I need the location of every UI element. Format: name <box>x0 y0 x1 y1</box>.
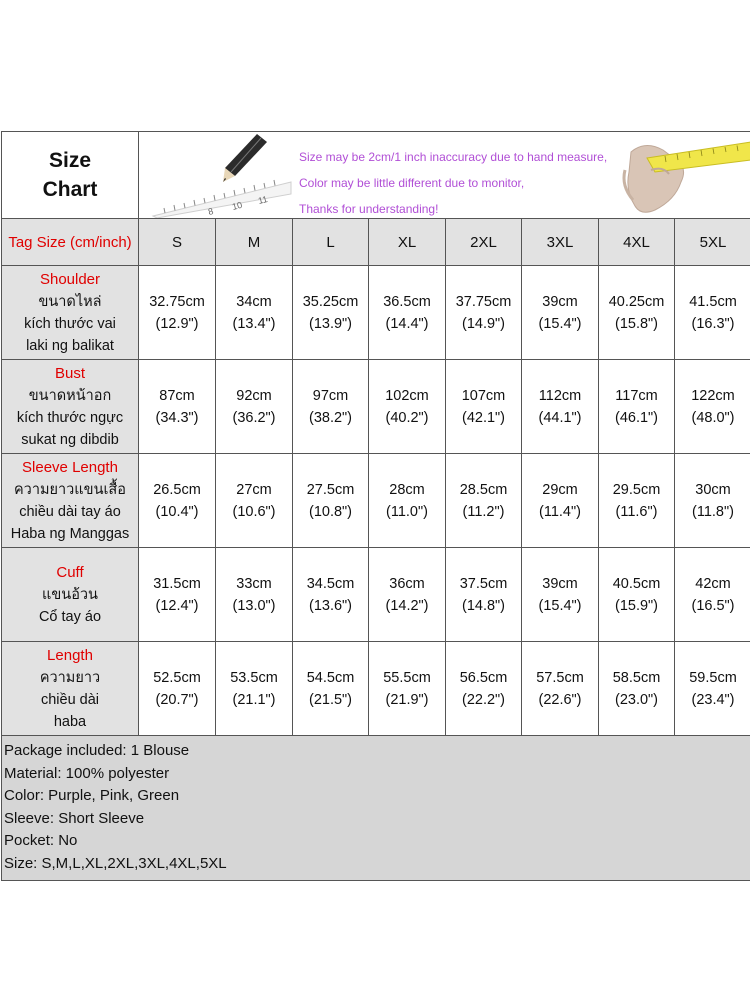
inch-value: (34.3") <box>155 409 199 426</box>
cuff-label-en: Cuff <box>56 563 84 581</box>
cuff-value-2xl <box>446 548 522 642</box>
bust-value-xl <box>369 360 446 454</box>
product-details-list <box>2 736 750 880</box>
cuff-value-3xl <box>522 548 599 642</box>
cm-value: 39cm <box>542 575 578 592</box>
sleeve-length-value-2xl <box>446 454 522 548</box>
shoulder-value-2xl <box>446 266 522 360</box>
shoulder-value-5xl <box>675 266 750 360</box>
length-value-3xl <box>522 642 599 736</box>
sleeve-length-value-3xl <box>522 454 599 548</box>
note-thanks: Thanks for understanding! <box>299 202 439 216</box>
bust-value-3xl <box>522 360 599 454</box>
detail-line: Package included: 1 Blouse <box>4 742 190 759</box>
bust-value-4xl <box>599 360 675 454</box>
bust-value-5xl <box>675 360 750 454</box>
details-row <box>2 736 750 881</box>
shoulder-label-local: laki ng balikat <box>26 337 114 354</box>
size-header-row <box>2 219 750 266</box>
cm-value: 87cm <box>159 387 195 404</box>
sleeve-length-value-m <box>216 454 293 548</box>
inch-value: (10.4") <box>155 503 199 520</box>
shoulder-value-4xl <box>599 266 675 360</box>
inch-value: (21.9") <box>385 691 429 708</box>
cm-value: 57.5cm <box>536 669 584 686</box>
cuff-value-5xl <box>675 548 750 642</box>
shoulder-value-3xl <box>522 266 599 360</box>
cm-value: 28.5cm <box>459 481 508 498</box>
sleeve-length-value-xl <box>369 454 446 548</box>
detail-line: Pocket: No <box>4 832 78 850</box>
cuff-value-l <box>293 548 369 642</box>
cm-value: 37.75cm <box>455 293 512 310</box>
length-label-en: Length <box>47 646 93 664</box>
detail-line: Color: Purple, Pink, Green <box>4 787 180 805</box>
inch-value: (46.1") <box>614 409 659 426</box>
shoulder-label-cell <box>2 266 139 360</box>
detail-line: Material: 100% polyester <box>4 764 170 782</box>
shoulder-value-s <box>139 266 216 360</box>
inch-value: (42.1") <box>461 409 506 426</box>
inch-value: (40.2") <box>385 409 429 426</box>
inch-value: (11.4") <box>539 503 581 520</box>
inch-value: (10.6") <box>232 503 276 520</box>
cuff-value-s <box>139 548 216 642</box>
inch-value: (21.1") <box>232 691 276 708</box>
sleeve-length-label-local: chiều dài tay áo <box>19 503 121 520</box>
cm-value: 59.5cm <box>689 669 737 686</box>
detail-line: Size: S,M,L,XL,2XL,3XL,4XL,5XL <box>4 854 227 872</box>
cm-value: 58.5cm <box>612 669 661 686</box>
cm-value: 55.5cm <box>383 669 431 686</box>
cm-value: 35.25cm <box>302 293 359 310</box>
ruler-number-11: 11 <box>257 193 269 206</box>
inch-value: (14.9") <box>461 315 506 332</box>
cm-value: 117cm <box>615 387 658 404</box>
cm-value: 97cm <box>312 387 349 404</box>
title-line-2: Chart <box>42 178 98 201</box>
bust-value-2xl <box>446 360 522 454</box>
ruler-number-8: 8 <box>207 206 215 217</box>
cm-value: 92cm <box>236 387 272 404</box>
bust-label-en: Bust <box>54 364 85 382</box>
row-shoulder <box>2 266 750 360</box>
cm-value: 122cm <box>691 387 735 404</box>
inch-value: (14.4") <box>385 315 429 332</box>
sleeve-length-label-cell <box>2 454 139 548</box>
sleeve-length-label-en: Sleeve Length <box>22 458 118 476</box>
size-header-5xl: 5XL <box>675 219 750 266</box>
note-hand-measure: Size may be 2cm/1 inch inaccuracy due to hand measure, <box>299 150 608 164</box>
inch-value: (13.0") <box>232 597 276 614</box>
length-label-local: haba <box>53 713 87 730</box>
ruler-number-10: 10 <box>231 199 244 212</box>
cm-value: 112cm <box>538 387 582 404</box>
cm-value: 42cm <box>695 575 731 592</box>
bust-label-local: sukat ng dibdib <box>21 431 119 448</box>
length-value-l <box>293 642 369 736</box>
cm-value: 36cm <box>389 575 425 592</box>
bust-label-local: kích thước ngực <box>16 409 124 426</box>
title-line-1: Size <box>48 149 92 172</box>
tag-size-header <box>2 219 139 266</box>
cm-value: 41.5cm <box>689 293 737 310</box>
cm-value: 53.5cm <box>230 669 278 686</box>
inch-value: (13.6") <box>308 597 353 614</box>
product-details <box>2 736 750 881</box>
inch-value: (23.0") <box>614 691 659 708</box>
tag-size-label: Tag Size (cm/inch) <box>8 233 132 251</box>
cm-value: 36.5cm <box>383 293 431 310</box>
cm-value: 27.5cm <box>306 481 355 498</box>
cuff-value-m <box>216 548 293 642</box>
inch-value: (13.9") <box>308 315 353 332</box>
cm-value: 102cm <box>385 387 429 404</box>
length-value-s <box>139 642 216 736</box>
shoulder-label-local: kích thước vai <box>24 315 116 332</box>
cuff-label-local: แขนอ้วน <box>42 586 98 603</box>
inch-value: (36.2") <box>232 409 276 426</box>
bust-value-m <box>216 360 293 454</box>
bust-value-s <box>139 360 216 454</box>
bust-label-cell <box>2 360 139 454</box>
row-bust <box>2 360 750 454</box>
row-sleeve-length <box>2 454 750 548</box>
shoulder-value-m <box>216 266 293 360</box>
cm-value: 39cm <box>542 293 578 310</box>
cuff-label-local: Cổ tay áo <box>38 608 102 625</box>
title-row <box>2 132 750 219</box>
sleeve-length-label-local: Haba ng Manggas <box>10 525 130 542</box>
sleeve-length-value-s <box>139 454 216 548</box>
cuff-value-xl <box>369 548 446 642</box>
inch-value: (11.0") <box>386 503 428 520</box>
shoulder-label-en: Shoulder <box>39 270 101 288</box>
cm-value: 32.75cm <box>149 293 205 310</box>
inch-value: (20.7") <box>155 691 199 708</box>
cm-value: 40.5cm <box>612 575 661 592</box>
measurement-notes <box>299 144 607 219</box>
cuff-label-cell <box>2 548 139 642</box>
cm-value: 37.5cm <box>459 575 508 592</box>
inch-value: (14.8") <box>461 597 506 614</box>
cm-value: 107cm <box>461 387 506 404</box>
size-header-l: L <box>293 219 369 266</box>
inch-value: (12.4") <box>155 597 199 614</box>
inch-value: (44.1") <box>538 409 582 426</box>
size-header-4xl: 4XL <box>599 219 675 266</box>
length-value-xl <box>369 642 446 736</box>
inch-value: (11.8") <box>692 503 734 520</box>
cm-value: 34cm <box>236 293 272 310</box>
inch-value: (15.9") <box>614 597 659 614</box>
row-length <box>2 642 750 736</box>
inch-value: (15.4") <box>538 315 582 332</box>
row-cuff <box>2 548 750 642</box>
cm-value: 28cm <box>389 481 425 498</box>
hand-tape-measure-icon <box>611 140 750 218</box>
inch-value: (10.8") <box>308 503 353 520</box>
cm-value: 34.5cm <box>306 575 355 592</box>
inch-value: (13.4") <box>232 315 276 332</box>
cm-value: 54.5cm <box>306 669 355 686</box>
cm-value: 40.25cm <box>608 293 665 310</box>
sleeve-length-value-5xl <box>675 454 750 548</box>
length-label-cell <box>2 642 139 736</box>
inch-value: (38.2") <box>308 409 353 426</box>
sleeve-length-value-l <box>293 454 369 548</box>
inch-value: (12.9") <box>155 315 199 332</box>
length-value-m <box>216 642 293 736</box>
size-header-m: M <box>216 219 293 266</box>
shoulder-value-xl <box>369 266 446 360</box>
inch-value: (15.4") <box>538 597 582 614</box>
size-header-xl: XL <box>369 219 446 266</box>
cm-value: 27cm <box>236 481 272 498</box>
inch-value: (16.5") <box>691 597 735 614</box>
length-label-local: ความยาว <box>39 669 101 686</box>
inch-value: (48.0") <box>691 409 735 426</box>
cm-value: 30cm <box>695 481 731 498</box>
inch-value: (21.5") <box>308 691 353 708</box>
cm-value: 29cm <box>542 481 578 498</box>
inch-value: (11.2") <box>462 503 505 520</box>
length-value-4xl <box>599 642 675 736</box>
size-chart-table <box>1 131 750 881</box>
sleeve-length-value-4xl <box>599 454 675 548</box>
detail-line: Sleeve: Short Sleeve <box>4 809 145 827</box>
note-color-monitor: Color may be little different due to monitor, <box>299 176 525 190</box>
cuff-value-4xl <box>599 548 675 642</box>
bust-value-l <box>293 360 369 454</box>
measurement-banner <box>139 132 750 219</box>
size-chart-title <box>2 132 139 219</box>
inch-value: (14.2") <box>385 597 429 614</box>
sleeve-length-label-local: ความยาวแขนเสื้อ <box>13 481 126 498</box>
cm-value: 31.5cm <box>153 575 201 592</box>
inch-value: (22.6") <box>538 691 582 708</box>
inch-value: (22.2") <box>461 691 506 708</box>
shoulder-value-l <box>293 266 369 360</box>
pencil-ruler-icon <box>145 132 295 218</box>
inch-value: (16.3") <box>691 315 735 332</box>
length-label-local: chiều dài <box>40 691 100 708</box>
size-header-3xl: 3XL <box>522 219 599 266</box>
length-value-2xl <box>446 642 522 736</box>
size-header-s: S <box>139 219 216 266</box>
cm-value: 52.5cm <box>153 669 201 686</box>
inch-value: (15.8") <box>614 315 659 332</box>
shoulder-label-local: ขนาดไหล่ <box>38 293 102 310</box>
cm-value: 56.5cm <box>459 669 508 686</box>
inch-value: (11.6") <box>615 503 658 520</box>
bust-label-local: ขนาดหน้าอก <box>28 387 112 404</box>
length-value-5xl <box>675 642 750 736</box>
cm-value: 29.5cm <box>612 481 661 498</box>
cm-value: 33cm <box>236 575 272 592</box>
cm-value: 26.5cm <box>153 481 201 498</box>
size-header-2xl: 2XL <box>446 219 522 266</box>
inch-value: (23.4") <box>691 691 735 708</box>
